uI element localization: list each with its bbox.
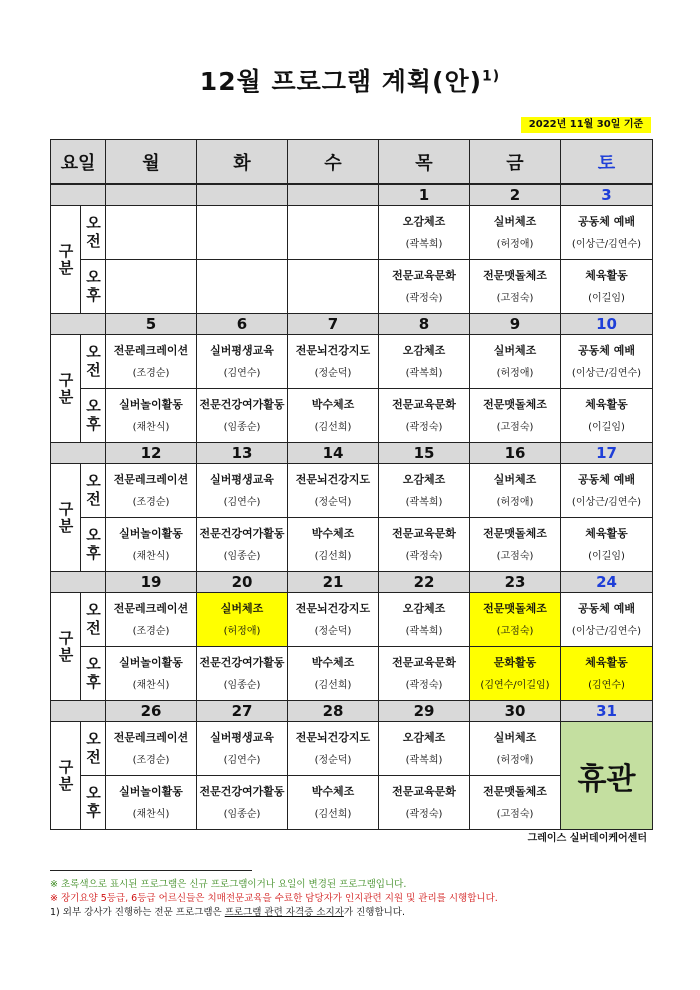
program-name: 전문건강여가활동: [199, 526, 285, 540]
program-name: 오감체조: [402, 343, 446, 357]
header-tue: 화: [197, 140, 288, 185]
page-title: 12월 프로그램 계획(안)$^{1)}$: [199, 67, 501, 96]
date-cell: 2: [470, 184, 561, 206]
program-cell: [379, 335, 470, 389]
program-cell: [470, 206, 561, 260]
date-row: [51, 184, 653, 206]
program-teacher: (정순덕): [314, 367, 352, 379]
program-name: 체육활동: [585, 268, 628, 282]
program-cell: [197, 335, 288, 389]
am-label-text: 오전: [84, 601, 102, 638]
program-cell: [379, 464, 470, 518]
program-name: 전문레크레이션: [113, 472, 189, 486]
program-cell: [197, 206, 288, 260]
gubun-label: [51, 464, 81, 572]
gubun-text: 구분: [56, 500, 75, 535]
program-cell: [106, 389, 197, 443]
date-cell: 12: [106, 443, 197, 464]
am-label: [81, 335, 106, 389]
program-cell: [379, 722, 470, 776]
program-teacher: (김연수): [223, 367, 261, 379]
closed-cell: 휴관: [561, 722, 653, 830]
am-row: [51, 593, 653, 647]
note-footnote-underlined: 프로그램 관련 자격증 소지자: [224, 907, 344, 918]
date-cell: 21: [288, 572, 379, 593]
date-row-spacer: [51, 184, 106, 206]
program-name: 전문뇌건강지도: [295, 730, 371, 744]
program-teacher: (정순덕): [314, 496, 352, 508]
am-label: [81, 464, 106, 518]
pm-label-text: 오후: [84, 526, 102, 563]
date-row: [51, 443, 653, 464]
program-teacher: (곽복희): [405, 754, 443, 766]
program-teacher: (김연수/이길임): [480, 679, 550, 691]
pm-row: [51, 647, 653, 701]
program-name: 문화활동: [493, 655, 537, 669]
program-cell: [288, 206, 379, 260]
date-cell: [106, 184, 197, 206]
program-cell: [288, 647, 379, 701]
program-cell: [470, 722, 561, 776]
program-teacher: (허정애): [223, 625, 261, 637]
program-cell: [379, 389, 470, 443]
program-name: 박수체조: [311, 784, 355, 798]
program-teacher: (조경순): [132, 367, 170, 379]
program-name: 실버체조: [493, 472, 537, 486]
gubun-label: [51, 722, 81, 830]
program-name: 전문레크레이션: [113, 601, 189, 615]
program-name: 박수체조: [311, 655, 355, 669]
program-name: 실버체조: [493, 214, 537, 228]
program-cell: [288, 464, 379, 518]
program-name: 전문뇌건강지도: [295, 343, 371, 357]
program-cell: [561, 464, 653, 518]
pm-label-text: 오후: [84, 397, 102, 434]
program-teacher: (이길임): [588, 550, 625, 562]
am-label: [81, 722, 106, 776]
program-name: 전문건강여가활동: [199, 784, 285, 798]
program-name: 전문교육문화: [392, 268, 456, 282]
program-cell: [379, 776, 470, 830]
pm-row: [51, 518, 653, 572]
program-cell: [288, 260, 379, 314]
as-of-date: 2022년 11월 30일 기준: [521, 117, 651, 133]
title-footnote-mark: 1): [482, 68, 501, 85]
program-teacher: (정순덕): [314, 625, 352, 637]
program-teacher: (고점숙): [496, 625, 534, 637]
date-cell: 13: [197, 443, 288, 464]
date-row-spacer: [51, 443, 106, 464]
program-teacher: (허정애): [496, 496, 534, 508]
date-cell: 16: [470, 443, 561, 464]
am-label-text: 오전: [84, 343, 102, 380]
date-row-spacer: [51, 314, 106, 335]
program-cell: [561, 518, 653, 572]
pm-label-text: 오후: [84, 784, 102, 821]
program-teacher: (조경순): [132, 625, 170, 637]
program-teacher: (고점숙): [496, 550, 534, 562]
date-cell: 27: [197, 701, 288, 722]
program-name: 공동체 예배: [578, 472, 635, 486]
date-cell: [197, 184, 288, 206]
date-cell: 3: [561, 184, 653, 206]
date-row-spacer: [51, 701, 106, 722]
program-cell: [106, 464, 197, 518]
program-cell: [106, 776, 197, 830]
am-row: [51, 206, 653, 260]
date-row-spacer: [51, 572, 106, 593]
program-name: 실버체조: [493, 343, 537, 357]
note-red: ※ 장기요양 5등급, 6등급 어르신들은 치매전문교육을 수료한 담당자가 인지관련 지원 및 관리를 시행합니다.: [50, 893, 498, 904]
program-teacher: (고점숙): [496, 808, 534, 820]
program-cell: [197, 593, 288, 647]
header-wed: 수: [288, 140, 379, 185]
program-cell: [197, 464, 288, 518]
program-cell: [197, 722, 288, 776]
program-name: 전문레크레이션: [113, 343, 189, 357]
pm-label: [81, 776, 106, 830]
program-teacher: (곽정숙): [405, 421, 443, 433]
program-cell: [561, 389, 653, 443]
am-label: [81, 206, 106, 260]
program-cell: [106, 593, 197, 647]
program-cell: [197, 389, 288, 443]
date-cell: 22: [379, 572, 470, 593]
note-footnote-text: 1) 외부 강사가 진행하는 전문 프로그램은: [50, 907, 225, 918]
am-row: [51, 464, 653, 518]
program-teacher: (조경순): [132, 496, 170, 508]
program-cell: [197, 518, 288, 572]
gubun-label: [51, 206, 81, 314]
date-cell: 28: [288, 701, 379, 722]
date-cell: 29: [379, 701, 470, 722]
program-teacher: (곽정숙): [405, 550, 443, 562]
program-teacher: (임종순): [223, 421, 261, 433]
program-teacher: (채찬식): [132, 421, 170, 433]
gubun-label: [51, 593, 81, 701]
date-row: [51, 314, 653, 335]
program-name: 전문건강여가활동: [199, 655, 285, 669]
program-cell: [197, 776, 288, 830]
program-teacher: (곽복희): [405, 367, 443, 379]
program-name: 전문건강여가활동: [199, 397, 285, 411]
date-cell: 26: [106, 701, 197, 722]
program-cell: [561, 260, 653, 314]
note-green: ※ 초록색으로 표시된 프로그램은 신규 프로그램이거나 요일이 변경된 프로그램입니다.: [50, 879, 407, 890]
program-name: 전문레크레이션: [113, 730, 189, 744]
program-cell: [561, 335, 653, 389]
program-teacher: (허정애): [496, 238, 534, 250]
program-teacher: (임종순): [223, 550, 261, 562]
program-teacher: (곽복희): [405, 625, 443, 637]
program-name: 실버놀이활동: [119, 784, 183, 798]
am-label-text: 오전: [84, 730, 102, 767]
program-name: 실버놀이활동: [119, 397, 183, 411]
program-cell: [106, 518, 197, 572]
program-name: 실버체조: [220, 601, 264, 615]
date-cell: [288, 184, 379, 206]
program-name: 전문맷돌체조: [483, 784, 547, 798]
program-name: 전문맷돌체조: [483, 397, 547, 411]
program-cell: [379, 206, 470, 260]
note-footnote: [50, 906, 405, 919]
header-mon: 월: [106, 140, 197, 185]
program-name: 전문맷돌체조: [483, 268, 547, 282]
program-teacher: (채찬식): [132, 550, 170, 562]
program-teacher: (김선희): [314, 808, 352, 820]
date-cell: 9: [470, 314, 561, 335]
date-cell: 17: [561, 443, 653, 464]
program-teacher: (곽정숙): [405, 679, 443, 691]
program-teacher: (이길임): [588, 421, 625, 433]
program-teacher: (김선희): [314, 679, 352, 691]
pm-label: [81, 647, 106, 701]
program-teacher: (고점숙): [496, 292, 534, 304]
pm-label: [81, 260, 106, 314]
pm-row: [51, 389, 653, 443]
program-name: 오감체조: [402, 601, 446, 615]
program-cell: [106, 335, 197, 389]
program-name: 오감체조: [402, 214, 446, 228]
program-name: 실버체조: [493, 730, 537, 744]
program-teacher: (김연수): [223, 496, 261, 508]
header-thu: 목: [379, 140, 470, 185]
date-cell: 24: [561, 572, 653, 593]
program-cell: [470, 260, 561, 314]
program-teacher: (임종순): [223, 808, 261, 820]
program-name: 체육활동: [585, 526, 628, 540]
program-name: 전문교육문화: [392, 784, 456, 798]
program-name: 오감체조: [402, 730, 446, 744]
program-name: 전문맷돌체조: [483, 526, 547, 540]
program-name: 실버평생교육: [210, 472, 274, 486]
am-label: [81, 593, 106, 647]
program-cell: [561, 206, 653, 260]
date-cell: 1: [379, 184, 470, 206]
program-name: 박수체조: [311, 526, 355, 540]
program-teacher: (이상근/김연수): [571, 625, 642, 637]
program-teacher: (김선희): [314, 550, 352, 562]
program-cell: [106, 260, 197, 314]
program-name: 체육활동: [585, 655, 628, 669]
program-teacher: (허정애): [496, 754, 534, 766]
program-cell: [470, 464, 561, 518]
program-teacher: (정순덕): [314, 754, 352, 766]
date-cell: 5: [106, 314, 197, 335]
program-cell: [470, 518, 561, 572]
date-cell: 6: [197, 314, 288, 335]
date-cell: 7: [288, 314, 379, 335]
program-name: 전문교육문화: [392, 526, 456, 540]
footnote-divider: [50, 870, 252, 871]
program-cell: [561, 647, 653, 701]
program-name: 전문교육문화: [392, 655, 456, 669]
date-cell: 15: [379, 443, 470, 464]
program-cell: [379, 260, 470, 314]
pm-label-text: 오후: [84, 268, 102, 305]
note-footnote-tail: 가 진행합니다.: [343, 907, 405, 918]
program-name: 오감체조: [402, 472, 446, 486]
program-cell: [379, 593, 470, 647]
schedule-table: [50, 139, 653, 830]
program-name: 전문교육문화: [392, 397, 456, 411]
date-cell: 10: [561, 314, 653, 335]
program-teacher: (채찬식): [132, 808, 170, 820]
program-teacher: (김선희): [314, 421, 352, 433]
program-teacher: (곽복희): [405, 238, 443, 250]
program-teacher: (임종순): [223, 679, 261, 691]
date-cell: 23: [470, 572, 561, 593]
gubun-text: 구분: [56, 371, 75, 406]
program-cell: [197, 647, 288, 701]
program-name: 실버놀이활동: [119, 526, 183, 540]
program-cell: [561, 593, 653, 647]
program-cell: [470, 593, 561, 647]
am-label-text: 오전: [84, 472, 102, 509]
date-row: [51, 701, 653, 722]
program-cell: [288, 776, 379, 830]
program-teacher: (고점숙): [496, 421, 534, 433]
gubun-text: 구분: [56, 242, 75, 277]
program-teacher: (채찬식): [132, 679, 170, 691]
gubun-text: 구분: [56, 758, 75, 793]
program-cell: [106, 722, 197, 776]
gubun-label: [51, 335, 81, 443]
program-name: 실버평생교육: [210, 343, 274, 357]
pm-label: [81, 389, 106, 443]
header-sat: 토: [561, 140, 653, 185]
pm-row: [51, 260, 653, 314]
date-cell: 20: [197, 572, 288, 593]
program-cell: [288, 389, 379, 443]
program-cell: [288, 593, 379, 647]
program-teacher: (김연수): [223, 754, 261, 766]
program-cell: [106, 206, 197, 260]
pm-label-text: 오후: [84, 655, 102, 692]
program-cell: [379, 647, 470, 701]
program-name: 박수체조: [311, 397, 355, 411]
am-row: [51, 335, 653, 389]
program-name: 전문맷돌체조: [483, 601, 547, 615]
pm-label: [81, 518, 106, 572]
date-cell: 19: [106, 572, 197, 593]
gubun-text: 구분: [56, 629, 75, 664]
header-fri: 금: [470, 140, 561, 185]
program-teacher: (이상근/김연수): [571, 496, 642, 508]
am-row: [51, 722, 653, 776]
program-teacher: (이상근/김연수): [571, 238, 642, 250]
header-row: [51, 140, 653, 185]
program-teacher: (곽정숙): [405, 292, 443, 304]
program-cell: [288, 722, 379, 776]
program-name: 공동체 예배: [578, 214, 635, 228]
program-cell: [379, 518, 470, 572]
program-cell: [470, 389, 561, 443]
program-cell: [470, 776, 561, 830]
program-name: 체육활동: [585, 397, 628, 411]
date-cell: 31: [561, 701, 653, 722]
program-teacher: (곽정숙): [405, 808, 443, 820]
date-row: [51, 572, 653, 593]
program-cell: [288, 335, 379, 389]
am-label-text: 오전: [84, 214, 102, 251]
program-cell: [470, 335, 561, 389]
program-name: 전문뇌건강지도: [295, 601, 371, 615]
program-cell: [470, 647, 561, 701]
program-teacher: (조경순): [132, 754, 170, 766]
program-teacher: (김연수): [588, 679, 625, 691]
program-teacher: (이상근/김연수): [571, 367, 642, 379]
program-name: 전문뇌건강지도: [295, 472, 371, 486]
program-cell: [106, 647, 197, 701]
program-teacher: (허정애): [496, 367, 534, 379]
program-teacher: (이길임): [588, 292, 625, 304]
program-cell: [197, 260, 288, 314]
program-name: 공동체 예배: [578, 601, 635, 615]
program-name: 실버평생교육: [210, 730, 274, 744]
date-cell: 8: [379, 314, 470, 335]
program-cell: [288, 518, 379, 572]
date-cell: 14: [288, 443, 379, 464]
program-name: 실버놀이활동: [119, 655, 183, 669]
date-cell: 30: [470, 701, 561, 722]
program-teacher: (곽복희): [405, 496, 443, 508]
header-day-label: 요일: [51, 140, 106, 185]
program-name: 공동체 예배: [578, 343, 635, 357]
organization-name: 그레이스 실버데이케어센터: [527, 833, 647, 844]
